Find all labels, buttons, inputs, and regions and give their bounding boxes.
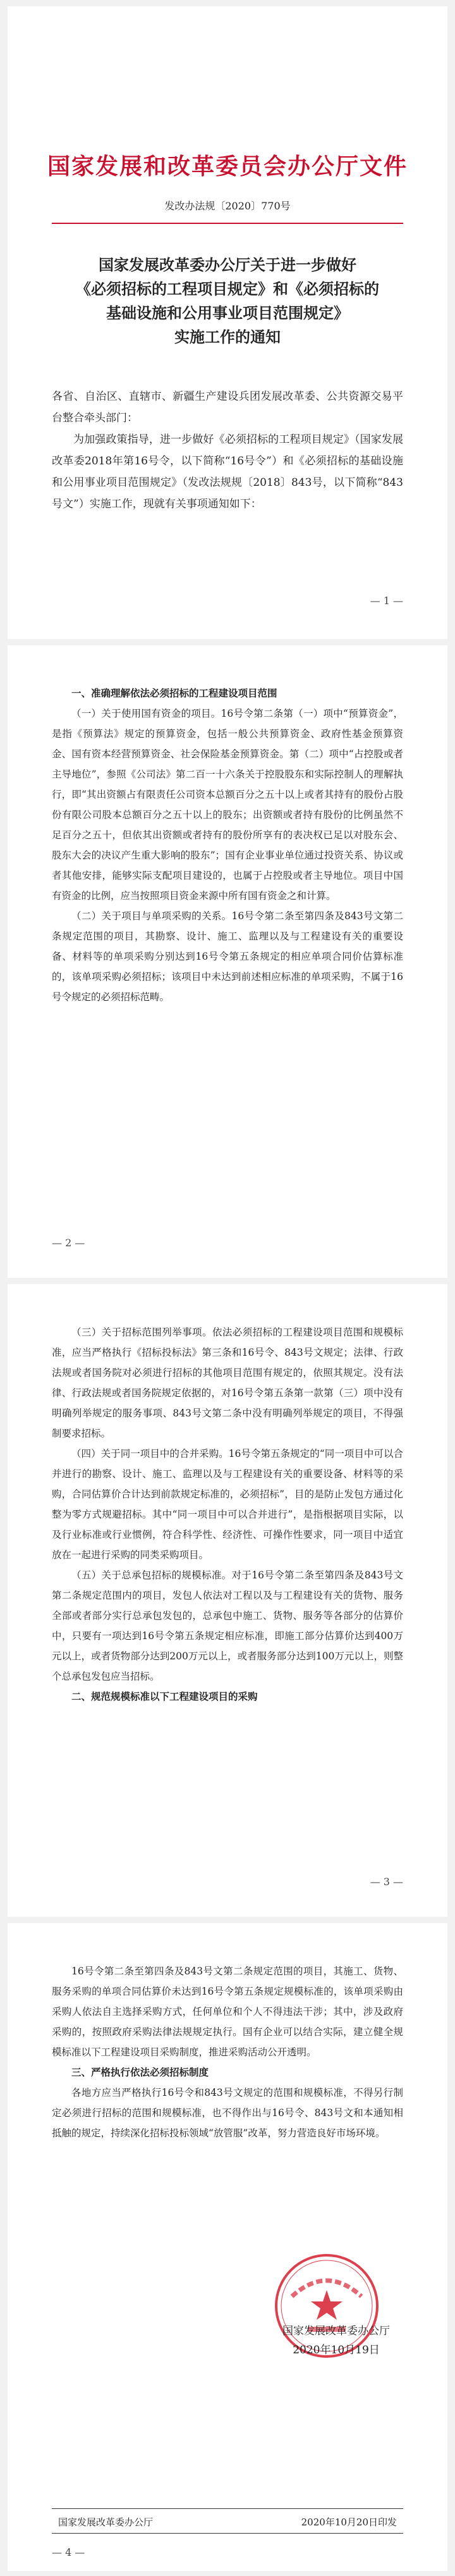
footer-issuer: 国家发展改革委办公厅 xyxy=(58,2517,154,2528)
intro-paragraph: 为加强政策指导，进一步做好《必须招标的工程项目规定》（国家发展改革委2018年第16号令，以下简称“16号令”）和《必须招标的基础设施和公用事业项目范围规定》（发改法规规〔2018〕843号，以下简称“843号文”）实施工作，现就有关事项通知如下： xyxy=(52,433,403,511)
addressee: 各省、自治区、直辖市、新疆生产建设兵团发展改革委、公共资源交易平台整合牵头部门： xyxy=(52,390,403,424)
red-divider xyxy=(52,223,403,224)
document-number: 发改办法规〔2020〕770号 xyxy=(164,200,291,212)
title-line: 国家发展改革委办公厅关于进一步做好 xyxy=(99,256,356,274)
title-line: 《必须招标的工程项目规定》和《必须招标的 xyxy=(76,280,379,298)
paragraph: （一）关于使用国有资金的项目。16号令第二条第（一）项中“预算资金”，是指《预算法》规定的预算资金，包括一般公共预算资金、政府性基金预算资金、国有资本经营预算资金、社会保险基金预算资金。第（二）项中“占控股或者主导地位”，参照《公司法》第二百一十六条关于控股股东和实际控制人的理解执行，即“其出资额占有限责任公司资本总额百分之五十以上或者其持有的股份占股份有限公司股本总额百分之五十以上的股东；出资额或者持有股份的比例虽然不足百分之五十，但依其出资额或者持有的股份所享有的表决权已足以对股东会、股东大会的决议产生重大影响的股东”；国有企业事业单位通过投资关系、协议或者其他安排，能够实际支配项目建设的，也属于占控股或者主导地位。项目中国有资金的比例，应当按照项目资金来源中所有国有资金之和计算。 xyxy=(52,708,403,901)
page-4 xyxy=(8,1923,447,2571)
footer-top-rule xyxy=(52,2508,403,2509)
page1-body xyxy=(52,386,403,515)
title-line: 基础设施和公用事业项目范围规定》 xyxy=(106,304,349,322)
paragraph: 16号令第二条至第四条及843号文第二条规定范围的项目，其施工、货物、服务采购的单项合同估算价未达到16号令第五条规定规模标准的，该单项采购由采购人依法自主选择采购方式，任何单位和个人不得违法干涉；其中，涉及政府采购的，按照政府采购法律法规规定执行。国有企业可以结合实际，建立健全规模标准以下工程建设项目采购制度，推进采购活动公开透明。 xyxy=(52,1966,403,2058)
paragraph: （三）关于招标范围列举事项。依法必须招标的工程建设项目范围和规模标准，应当严格执行《招标投标法》第三条和16号令、843号文规定；法律、行政法规或者国务院对必须进行招标的其他项目范围有规定的，依照其规定。没有法律、行政法规或者国务院规定依据的，对16号令第五条第一款第（三）项中没有明确列举规定的服务事项、843号文第二条中没有明确列举规定的项目，不得强制要求招标。 xyxy=(52,1327,403,1439)
page-2 xyxy=(8,645,447,1278)
page3-body xyxy=(52,1322,403,1707)
paragraph: （五）关于总承包招标的规模标准。对于16号令第二条至第四条及843号文第二条规定范围内的项目，发包人依法对工程以及与工程建设有关的货物、服务全部或者部分实行总承包发包的，总承包中施工、货物、服务等各部分的估算价中，只要有一项达到16号令第五条规定相应标准，即施工部分估算价达到400万元以上，或者货物部分达到200万元以上，或者服务部分达到100万元以上，则整个总承包发包应当招标。 xyxy=(52,1570,403,1682)
footer-bottom-rule xyxy=(52,2533,403,2534)
paragraph: （二）关于项目与单项采购的关系。16号令第二条至第四条及843号文第二条规定范围的项目，其勘察、设计、施工、监理以及与工程建设有关的重要设备、材料等的单项采购分别达到16号令第五条规定的相应单项合同价估算标准的，该单项采购必须招标；该项目中未达到前述相应标准的单项采购，不属于16号令规定的必须招标范畴。 xyxy=(52,910,403,1003)
document-title xyxy=(46,253,410,349)
masthead-title: 国家发展和改革委员会办公厅文件 xyxy=(47,153,408,180)
title-line: 实施工作的通知 xyxy=(174,328,281,346)
page-number: — 1 — xyxy=(370,595,403,607)
paragraph: （四）关于同一项目中的合并采购。16号令第五条规定的“同一项目中可以合并进行的勘察、设计、施工、监理以及与工程建设有关的重要设备、材料等的采购，合同估算价合计达到前款规定标准的，必须招标”，目的是防止发包方通过化整为零方式规避招标。其中“同一项目中可以合并进行”，是指根据项目实际，以及行业标准或行业惯例，符合科学性、经济性、可操作性要求，同一项目中适宜放在一起进行采购的同类采购项目。 xyxy=(52,1448,403,1561)
footer-print-date: 2020年10月20日印发 xyxy=(301,2517,397,2528)
page-number: — 3 — xyxy=(370,1876,403,1888)
paragraph: 各地方应当严格执行16号令和843号文规定的范围和规模标准，不得另行制定必须进行招标的范围和规模标准，也不得作出与16号令、843号文和本通知相抵触的规定，持续深化招标投标领域“放管服”改革，努力营造良好市场环境。 xyxy=(52,2087,403,2139)
signature-date: 2020年10月19日 xyxy=(293,2344,380,2356)
signature-org: 国家发展改革委办公厅 xyxy=(282,2325,390,2338)
page-3 xyxy=(8,1284,447,1917)
page-number: — 4 — xyxy=(52,2546,85,2558)
section-heading: 二、规范规模标准以下工程建设项目的采购 xyxy=(71,1691,258,1702)
page2-body xyxy=(52,683,403,1007)
section-heading: 一、准确理解依法必须招标的工程建设项目范围 xyxy=(71,688,277,699)
section-heading: 三、严格执行依法必须招标制度 xyxy=(71,2067,209,2078)
page-number: — 2 — xyxy=(52,1237,85,1249)
page4-body xyxy=(52,1961,403,2143)
page-1 xyxy=(8,6,447,639)
